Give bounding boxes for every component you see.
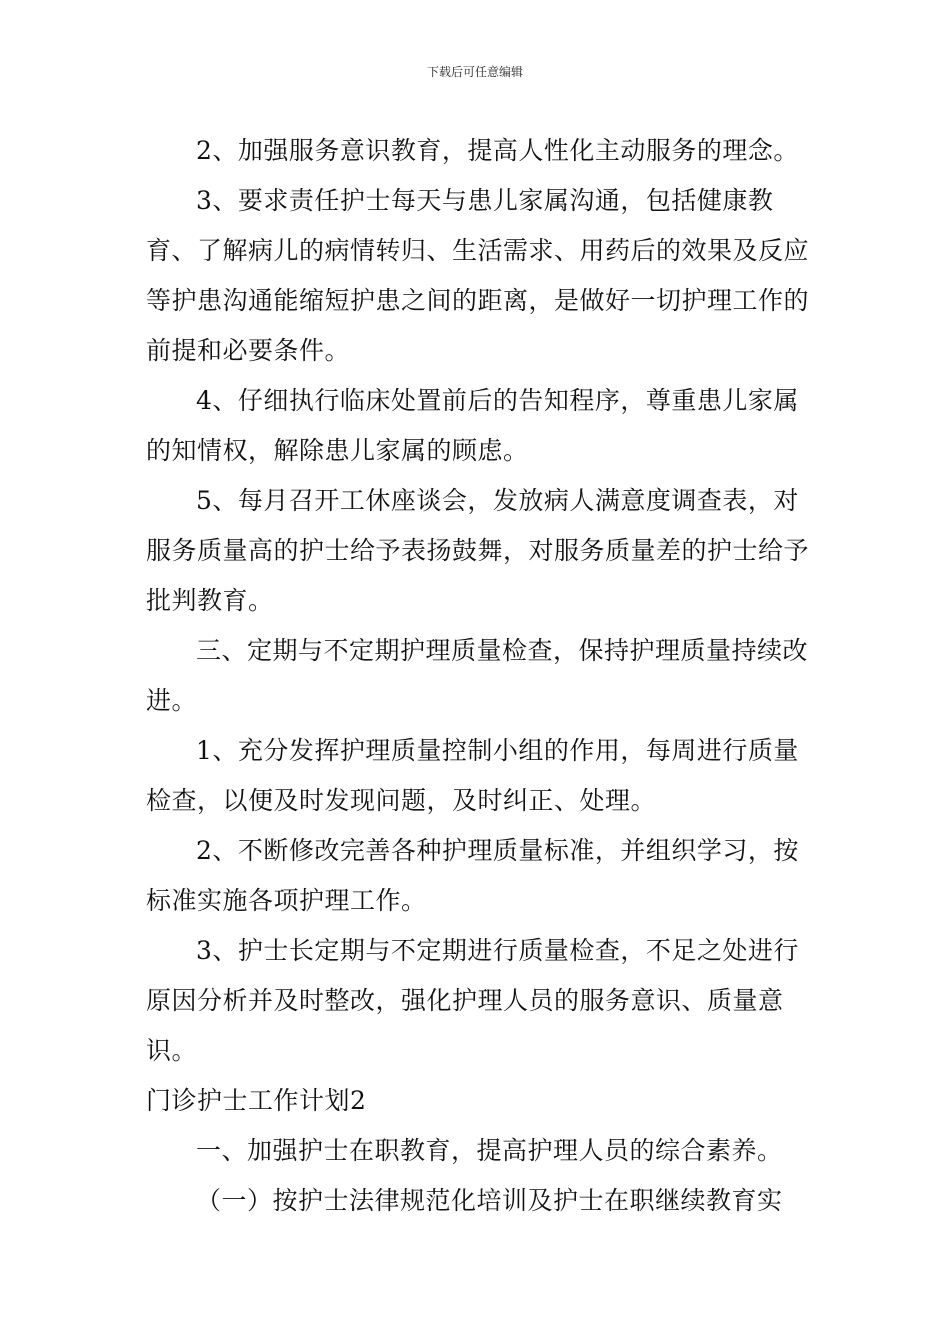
paragraph-legal-training: （一）按护士法律规范化培训及护士在职继续教育实 (196, 1186, 783, 1215)
paragraph-head-nurse-inspection: 3、护士长定期与不定期进行质量检查，不足之处进行原因分析并及时整改，强化护理人员的服务意识、质量意识。 (146, 936, 799, 1065)
paragraph-quality-control-group: 1、充分发挥护理质量控制小组的作用，每周进行质量检查，以便及时发现问题，及时纠正、处理。 (146, 736, 799, 815)
paragraph-family-communication: 3、要求责任护士每天与患儿家属沟通，包括健康教育、了解病儿的病情转归、生活需求、用药后的效果及反应等护患沟通能缩短护患之间的距离，是做好一切护理工作的前提和必要条件。 (146, 186, 810, 365)
paragraph-service-awareness: 2、加强服务意识教育，提高人性化主动服务的理念。 (196, 136, 799, 165)
document-body (146, 126, 816, 1226)
paragraph-in-service-education: 一、加强护士在职教育，提高护理人员的综合素养。 (196, 1136, 783, 1165)
section-heading-quality-inspection: 三、定期与不定期护理质量检查，保持护理质量持续改进。 (146, 636, 809, 715)
page-header-note: 下载后可任意编辑 (426, 65, 523, 79)
section-title: 门诊护士工作计划2 (146, 1086, 367, 1115)
paragraph-monthly-meeting: 5、每月召开工休座谈会，发放病人满意度调查表，对服务质量高的护士给予表扬鼓舞，对服务质量差的护士给予批判教育。 (146, 486, 810, 615)
paragraph-quality-standards: 2、不断修改完善各种护理质量标准，并组织学习，按标准实施各项护理工作。 (146, 836, 799, 915)
paragraph-notification-procedure: 4、仔细执行临床处置前后的告知程序，尊重患儿家属的知情权，解除患儿家属的顾虑。 (146, 386, 799, 465)
